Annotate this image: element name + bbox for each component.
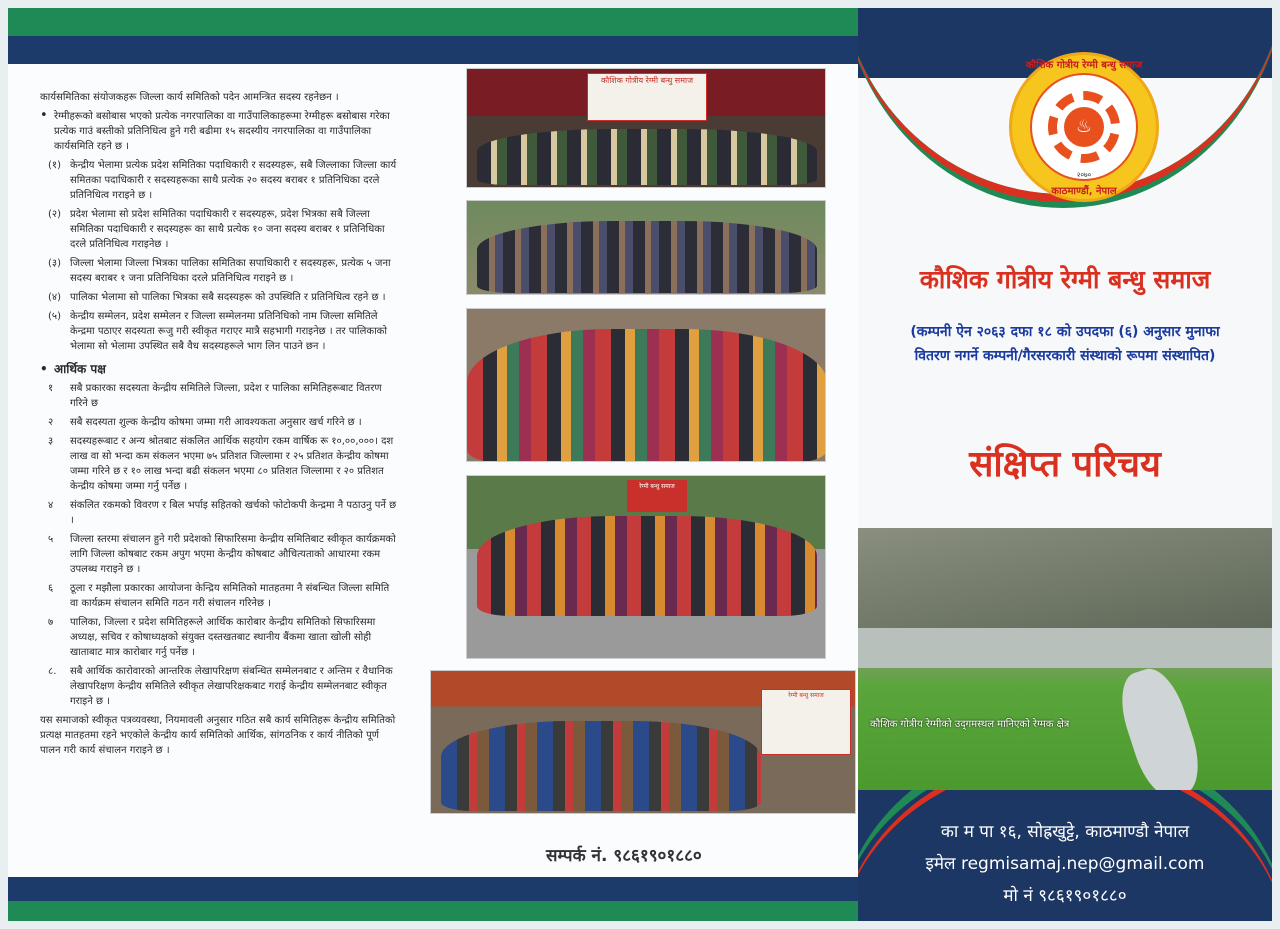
landscape-caption: कौशिक गोत्रीय रेग्मीको उद्‌गमस्थल मानिएको रेग्मक क्षेत्र xyxy=(870,719,1070,730)
photo-1-banner: कौशिक गोत्रीय रेग्मी बन्धु समाज xyxy=(587,73,707,121)
rules-text-column xyxy=(40,90,400,762)
membership-number: (२) xyxy=(48,209,62,220)
middle-phone: सम्पर्क नं. ९८६१९०१८८० xyxy=(546,846,702,866)
finance-item xyxy=(40,615,400,660)
finance-text: पालिका, जिल्ला र प्रदेश समितिहरूले आर्थिक कारोबार केन्द्रीय समितिको सिफारिसमा अध्यक्ष, सचिव र कोषाध्यक्षको संयुक्त दस्तखतबाट स्थानीय बैंकमा खाता खोली सोही खाताबाट मात्र कारोबार गर्नु पर्नेछ । xyxy=(70,617,376,658)
landscape-photo xyxy=(858,528,1272,790)
logo-top-text: कौशिक गोत्रीय रेग्मी बन्धु समाज xyxy=(1025,60,1143,71)
intro-paragraph: कार्यसमितिका संयोजकहरू जिल्ला कार्य समितिको पदेन आमन्त्रित सदस्य रहनेछन । xyxy=(40,92,339,103)
email[interactable]: इमेल regmisamaj.nep@gmail.com xyxy=(925,854,1205,874)
phone: मो नं ९८६१९०१८८० xyxy=(1003,886,1127,906)
finance-number: ५ xyxy=(48,534,54,545)
membership-text: पालिका भेलामा सो पालिका भित्रका सबै सदस्यहरू को उपस्थिति र प्रतिनिधित्व रहने छ । xyxy=(70,292,386,303)
finance-text: जिल्ला स्तरमा संचालन हुने गरी प्रदेशको सिफारिसमा केन्द्रीय समितिबाट स्वीकृत कार्यक्रमको लागि जिल्ला कोषबाट रकम अपुग भएमा केन्द्रीय कोषबाट औचित्यताको आधारमा रकम उपलब्ध गराइने छ । xyxy=(70,534,396,575)
finance-item xyxy=(40,532,400,577)
finance-number: ६ xyxy=(48,583,54,594)
lamp-icon: ♨ xyxy=(1064,107,1104,147)
photo-meeting-hall xyxy=(466,68,826,188)
membership-text: केन्द्रीय सम्मेलन, प्रदेश सम्मेलन र जिल्ला सम्मेलनमा प्रतिनिधिको नाम जिल्ला समितिले केन्द्रमा पठाएर सदस्यता रूजु गरी स्वीकृत गराएर मात्रै सहभागी गराइनेछ । तर पालिकाको भेलामा सो भेलामा उपस्थित सबै वैध सदस्यहरूले भाग लिन पाउने छन । xyxy=(70,311,387,352)
finance-item xyxy=(40,664,400,709)
membership-item xyxy=(40,309,400,354)
photo-4-banner: रेग्मी बन्धु समाज xyxy=(627,480,687,512)
membership-number: (४) xyxy=(48,292,62,303)
photo-group-indoor xyxy=(466,308,826,462)
membership-item xyxy=(40,158,400,203)
contact-block xyxy=(858,816,1272,912)
finance-text: ठूला र मझौला प्रकारका आयोजना केन्द्रिय समितिको मातहतमा नै संबन्धित जिल्ला समिति वा कार्यक्रम संचालन समिति गठन गरी संचालन गरिनेछ । xyxy=(70,583,390,609)
finance-text: सदस्यहरूबाट र अन्य श्रोतबाट संकलित आर्थिक सहयोग रकम वार्षिक रू १०,००,०००। दश लाख वा सो भन्दा कम संकलन भएमा ७५ प्रतिशत जिल्लामा र २५ प्रतिशत केन्द्रीय कोषमा जम्मा गरिने छ र १० लाख भन्दा बढी संकलन भएमा ८० प्रतिशत जिल्लामा र २० प्रतिशत केन्द्रीय कोषमा जम्मा गर्नु पर्नेछ । xyxy=(70,436,394,492)
photo-5-banner: रेग्मी बन्धु समाज xyxy=(761,689,851,755)
membership-item xyxy=(40,290,400,305)
finance-item xyxy=(40,498,400,528)
finance-item xyxy=(40,434,400,494)
finance-number: ८. xyxy=(48,666,57,677)
membership-list xyxy=(40,158,400,354)
finance-number: ३ xyxy=(48,436,54,447)
membership-item xyxy=(40,207,400,252)
finance-text: सबै सदस्यता शुल्क केन्द्रीय कोषमा जम्मा गरी आवश्यकता अनुसार खर्च गरिने छ । xyxy=(70,417,362,428)
photo-garden-group xyxy=(466,475,826,659)
finance-heading: • आर्थिक पक्ष xyxy=(40,362,400,377)
finance-number: १ xyxy=(48,383,54,394)
finance-text: सबै प्रकारका सदस्यता केन्द्रीय समितिले जिल्ला, प्रदेश र पालिका समितिहरूबाट वितरण गरिने छ xyxy=(70,383,382,409)
membership-text: केन्द्रीय भेलामा प्रत्येक प्रदेश समितिका पदाधिकारी र सदस्यहरू, सबै जिल्लाका जिल्ला कार्य समितका पदाधिकारी र सदस्यहरूका साथै प्रत्येक २० सदस्य बराबर १ प्रतिनिधिका दरले प्रतिनिधित्व गराइने छ । xyxy=(70,160,397,201)
top-band xyxy=(8,8,858,64)
document-title: संक्षिप्त परिचय xyxy=(969,444,1161,485)
membership-number: (३) xyxy=(48,258,62,269)
membership-item xyxy=(40,256,400,286)
membership-number: (५) xyxy=(48,311,62,322)
bullet-municipal-committee: • रेग्मीहरूको बसोबास भएको प्रत्येक नगरपालिका वा गाउँपालिकाहरूमा रेग्मीहरू बसोबास गरेका प्रत्येक गाउं बस्तीको प्रतिनिधित्व हुने गरी बढीमा १५ सदस्यीय नगरपालिका वा गाउँपालिका कार्यसमिति रहने छ । xyxy=(40,109,400,154)
photo-tent-gathering xyxy=(430,670,856,814)
membership-text: जिल्ला भेलामा जिल्ला भित्रका पालिका समितिका सपाधिकारी र सदस्यहरू, प्रत्येक ५ जना सदस्य बराबर १ जना प्रतिनिधिका दरले प्रतिनिधित्व गराइने छ । xyxy=(70,258,391,284)
photo-outdoor-hill xyxy=(466,200,826,295)
finance-item xyxy=(40,381,400,411)
logo-year: २०७० xyxy=(1076,171,1092,179)
membership-text: प्रदेश भेलामा सो प्रदेश समितिका पदाधिकारी र सदस्यहरू, प्रदेश भित्रका सबै जिल्ला समितिका पदाधिकारी र सदस्यहरू का साथै प्रत्येक १० जना सदस्य बराबर १ प्रतिनिधिका दरले प्रतिनिधित्व गराइनेछ । xyxy=(70,209,385,250)
org-logo xyxy=(1009,52,1159,202)
org-name: कौशिक गोत्रीय रेग्मी बन्धु समाज xyxy=(919,265,1211,294)
membership-number: (१) xyxy=(48,160,62,171)
finance-text: संकलित रकमको विवरण र बिल भर्पाइ सहितको खर्चको फोटोकपी केन्द्रमा नै पठाउनु पर्ने छ । xyxy=(70,500,397,526)
closing-paragraph: यस समाजको स्वीकृत पत्रव्यवस्था, नियमावली अनुसार गठित सबै कार्य समितिहरू केन्द्रीय समितिको प्रत्यक्ष मातहतमा रहने भएकोले केन्द्रीय कार्य समितिको आर्थिक, सांगठनिक र कार्य नीतिको पूर्ण पालन गरी कार्य संचालन गराइने छ । xyxy=(40,715,396,756)
bottom-band xyxy=(8,877,858,921)
org-subtitle: (कम्पनी ऐन २०६३ दफा १८ को उपदफा (६) अनुसार मुनाफा वितरण नगर्ने कम्पनी/गैरसरकारी संस्थाको रूपमा संस्थापित) xyxy=(910,324,1220,364)
finance-number: २ xyxy=(48,417,54,428)
finance-item xyxy=(40,415,400,430)
finance-item xyxy=(40,581,400,611)
address: का म पा १६, सोह्रखुट्टे, काठमाण्डौ नेपाल xyxy=(940,822,1190,842)
finance-number: ७ xyxy=(48,617,54,628)
finance-list xyxy=(40,381,400,709)
finance-number: ४ xyxy=(48,500,54,511)
logo-bottom-text: काठमाण्डौं, नेपाल xyxy=(1051,186,1117,197)
finance-text: सबै आर्थिक कारोवारको आन्तरिक लेखापरिक्षण संबन्धित सम्मेलनबाट र अन्तिम र वैधानिक लेखापरिक्षण केन्द्रीय समितिले स्वीकृत लेखापरिक्षकबाट गराई केन्द्रीय सम्मेलनबाट स्वीकृत गराइने छ । xyxy=(70,666,393,707)
